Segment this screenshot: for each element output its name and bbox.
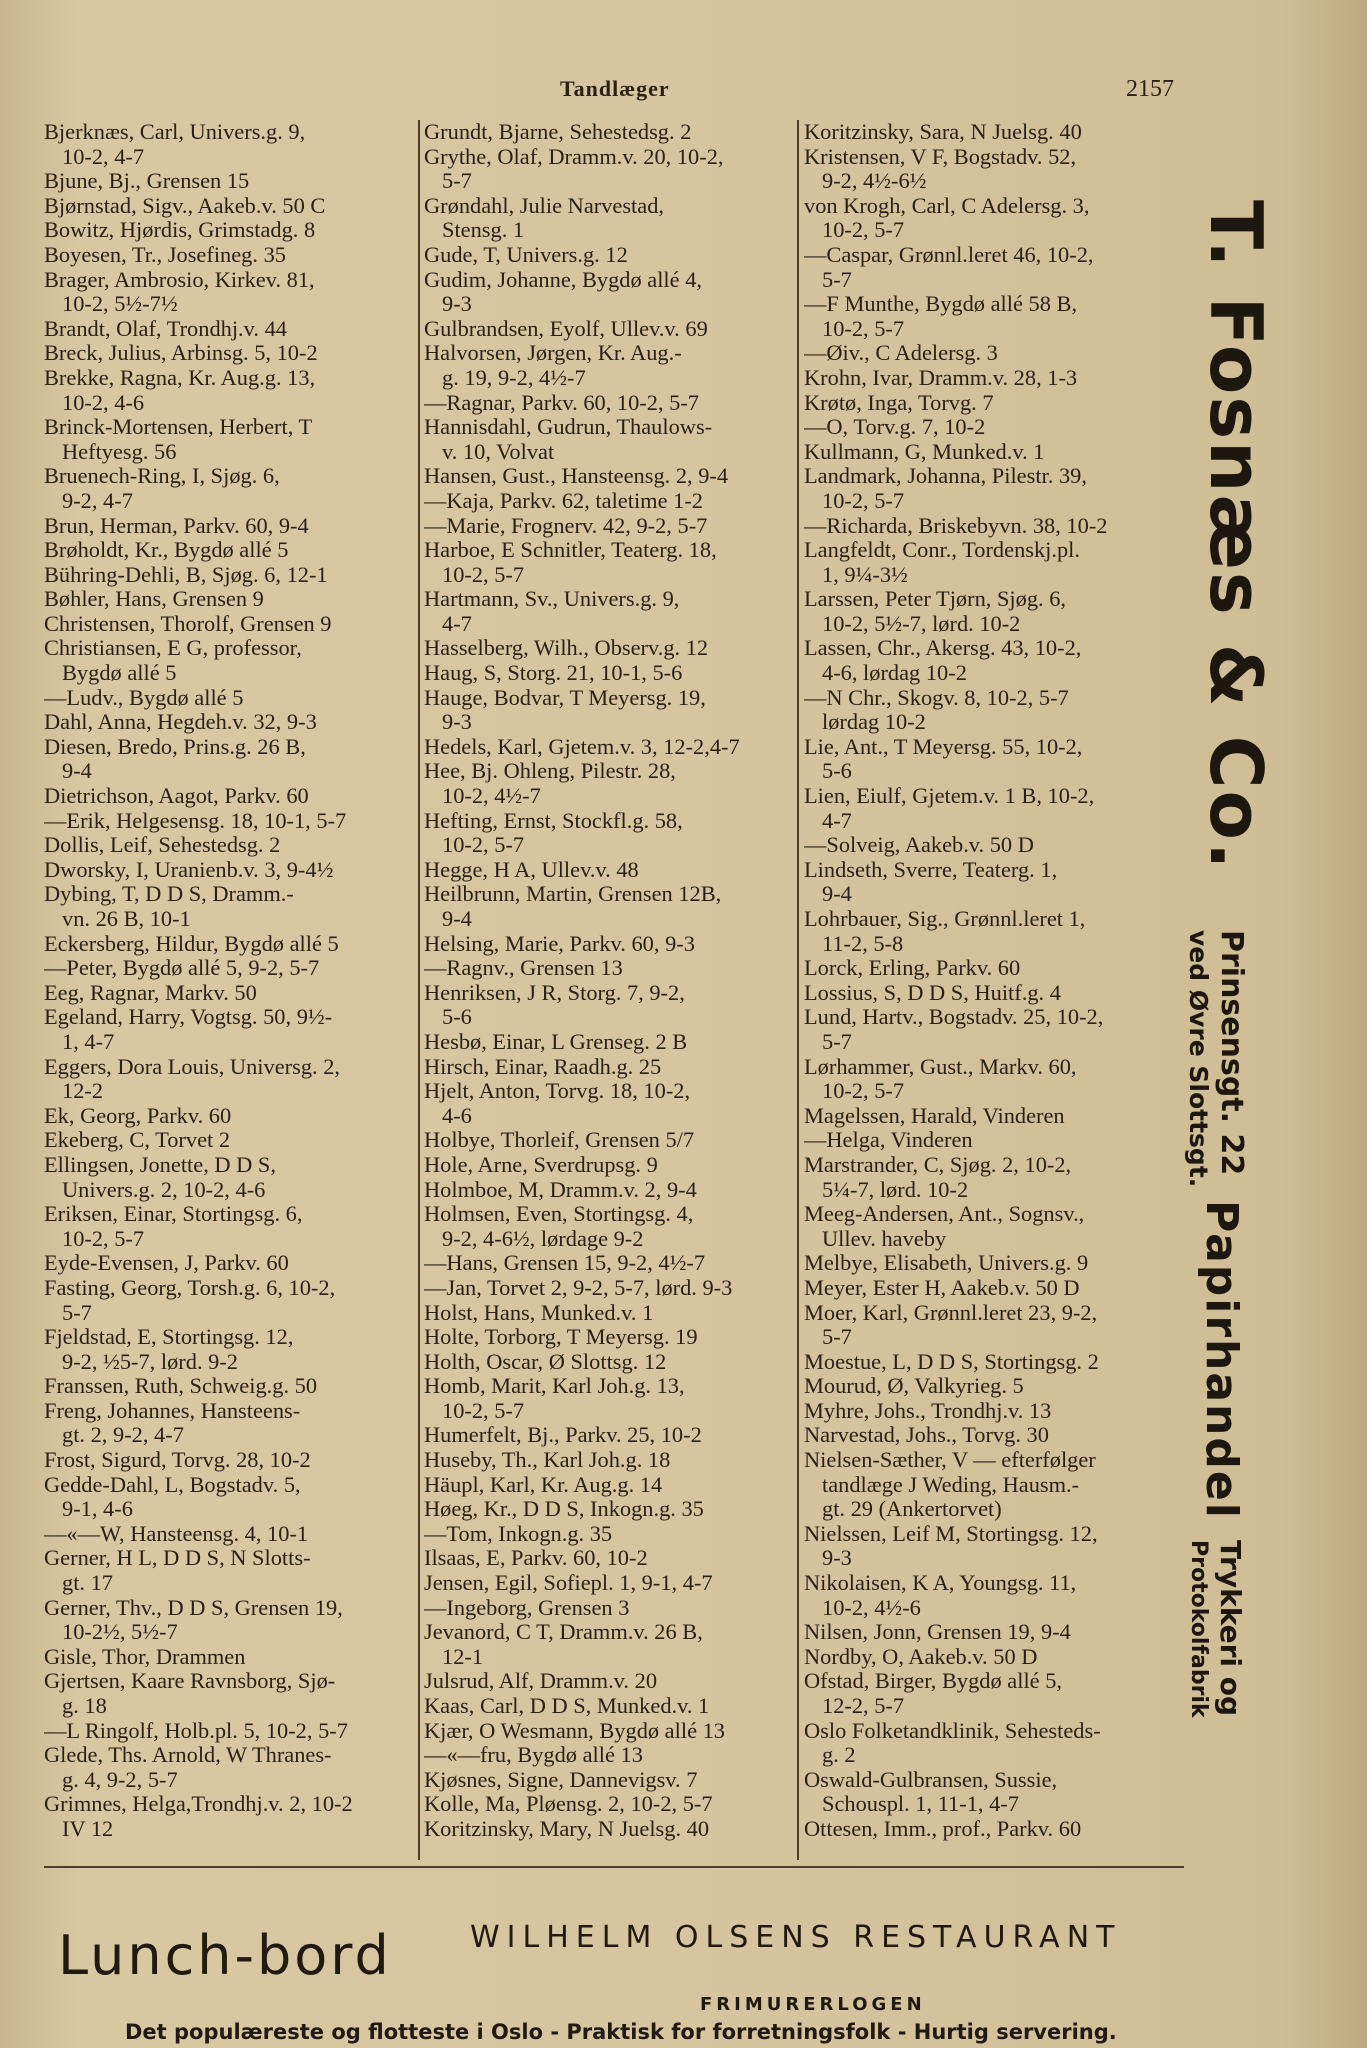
directory-entry: Koritzinsky, Sara, N Juelsg. 40 (804, 120, 1082, 144)
directory-entry: Gerner, Thv., D D S, Grensen 19, (44, 1595, 343, 1620)
directory-entry: —Marie, Frognerv. 42, 9-2, 5-7 (424, 513, 708, 538)
directory-entry: Helsing, Marie, Parkv. 60, 9-3 (424, 931, 695, 956)
entry-continuation: 5-6 (822, 759, 852, 784)
directory-entry: Mourud, Ø, Valkyrieg. 5 (804, 1374, 1024, 1399)
directory-entry: Franssen, Ruth, Schweig.g. 50 (44, 1374, 318, 1399)
side-ad-company: T. Fosnæs & Co. (1194, 200, 1278, 872)
directory-entry: Dybing, T, D D S, Dramm.- (44, 882, 294, 907)
entry-continuation: 10-2, 5-7 (442, 833, 525, 858)
directory-entry: Kjær, O Wesmann, Bygdø allé 13 (424, 1718, 725, 1743)
entry-continuation: Schouspl. 1, 11-1, 4-7 (822, 1792, 1019, 1817)
directory-entry: Ekeberg, C, Torvet 2 (44, 1128, 231, 1153)
directory-entry: —Ragnv., Grensen 13 (424, 956, 623, 981)
directory-entry: —O, Torv.g. 7, 10-2 (804, 415, 986, 440)
directory-entry: Hirsch, Einar, Raadh.g. 25 (424, 1054, 662, 1079)
entry-continuation: 9-2, 4-7 (62, 488, 133, 513)
directory-entry: Häupl, Karl, Kr. Aug.g. 14 (424, 1472, 663, 1497)
directory-entry: Dworsky, I, Uranienb.v. 3, 9-4½ (44, 857, 334, 882)
bottom-divider (44, 1866, 1184, 1868)
directory-entry: Dahl, Anna, Hegdeh.v. 32, 9-3 (44, 710, 317, 735)
entry-continuation: 4-6, lørdag 10-2 (822, 661, 967, 686)
directory-entry: Hegge, H A, Ullev.v. 48 (424, 857, 639, 882)
directory-entry: Lohrbauer, Sig., Grønnl.leret 1, (804, 907, 1086, 931)
directory-entry: Eriksen, Einar, Stortingsg. 6, (44, 1202, 303, 1227)
directory-entry: Narvestad, Johs., Torvg. 30 (804, 1423, 1049, 1448)
entry-continuation: 9-4 (822, 882, 852, 907)
directory-entry: Freng, Johannes, Hansteens- (44, 1398, 301, 1423)
entry-continuation: 12-2, 5-7 (822, 1694, 905, 1718)
directory-entry: —Ludv., Bygdø allé 5 (44, 685, 244, 710)
directory-entry: Høeg, Kr., D D S, Inkogn.g. 35 (424, 1497, 704, 1522)
entry-continuation: 5-6 (442, 1005, 472, 1030)
directory-entry: —F Munthe, Bygdø allé 58 B, (804, 292, 1078, 317)
directory-entry: Krøtø, Inga, Torvg. 7 (804, 390, 994, 415)
directory-entry: Halvorsen, Jørgen, Kr. Aug.- (424, 341, 682, 366)
directory-entry: Krohn, Ivar, Dramm.v. 28, 1-3 (804, 365, 1078, 390)
directory-entry: Lassen, Chr., Akersg. 43, 10-2, (804, 636, 1082, 661)
directory-entry: Gisle, Thor, Drammen (44, 1644, 246, 1669)
directory-entry: Bøhler, Hans, Grensen 9 (44, 587, 264, 612)
directory-entry: Henriksen, J R, Storg. 7, 9-2, (424, 980, 685, 1005)
directory-entry: Meyer, Ester H, Aakeb.v. 50 D (804, 1275, 1080, 1300)
directory-entry: Nordby, O, Aakeb.v. 50 D (804, 1644, 1038, 1669)
directory-entry: Langfeldt, Conr., Tordenskj.pl. (804, 538, 1081, 563)
directory-entry: Hartmann, Sv., Univers.g. 9, (424, 587, 680, 612)
entry-continuation: 1, 4-7 (62, 1029, 115, 1054)
entry-continuation: 5¼-7, lørd. 10-2 (822, 1177, 969, 1202)
entry-continuation: 11-2, 5-8 (822, 931, 904, 956)
entry-continuation: vn. 26 B, 10-1 (62, 907, 191, 931)
directory-entry: Hee, Bj. Ohleng, Pilestr. 28, (424, 759, 676, 784)
entry-continuation: Stensg. 1 (442, 218, 525, 243)
directory-entry: Eyde-Evensen, J, Parkv. 60 (44, 1251, 289, 1276)
entry-continuation: 5-7 (62, 1300, 92, 1325)
directory-entry: Dietrichson, Aagot, Parkv. 60 (44, 784, 309, 809)
directory-entry: Myhre, Johs., Trondhj.v. 13 (804, 1398, 1052, 1423)
side-ad-services-2: Protokolfabrik (1186, 1540, 1211, 1718)
directory-entry: —Ingeborg, Grensen 3 (424, 1595, 630, 1620)
directory-entry: —N Chr., Skogv. 8, 10-2, 5-7 (804, 685, 1069, 710)
directory-entry: Holmsen, Even, Stortingsg. 4, (424, 1202, 694, 1227)
column-divider (797, 120, 799, 1860)
directory-entry: Lien, Eiulf, Gjetem.v. 1 B, 10-2, (804, 784, 1095, 809)
side-ad-address-note: ved Øvre Slottsgt. (1184, 930, 1213, 1188)
directory-entry: Nielssen, Leif M, Stortingsg. 12, (804, 1521, 1098, 1546)
directory-entry: Holmboe, M, Dramm.v. 2, 9-4 (424, 1177, 697, 1202)
directory-entry: Bühring-Dehli, B, Sjøg. 6, 12-1 (44, 562, 328, 587)
directory-entry: Holth, Oscar, Ø Slottsg. 12 (424, 1349, 667, 1374)
directory-entry: Heilbrunn, Martin, Grensen 12B, (424, 882, 722, 907)
directory-entry: Melbye, Elisabeth, Univers.g. 9 (804, 1251, 1089, 1276)
directory-entry: Eeg, Ragnar, Markv. 50 (44, 980, 257, 1005)
entry-continuation: 5-7 (822, 1029, 852, 1054)
directory-entry: Hannisdahl, Gudrun, Thaulows- (424, 415, 713, 440)
directory-entry: Glede, Ths. Arnold, W Thranes- (44, 1743, 332, 1768)
directory-entry: Oslo Folketandklinik, Sehesteds- (804, 1718, 1101, 1743)
directory-entry: Christiansen, E G, professor, (44, 636, 302, 661)
directory-entry: —Øiv., C Adelersg. 3 (804, 341, 998, 366)
directory-entry: Bjørnstad, Sigv., Aakeb.v. 50 C (44, 193, 326, 218)
directory-entry: Brager, Ambrosio, Kirkev. 81, (44, 267, 315, 292)
directory-entry: Julsrud, Alf, Dramm.v. 20 (424, 1669, 658, 1694)
directory-entry: Moestue, L, D D S, Stortingsg. 2 (804, 1349, 1099, 1374)
directory-entry: Ilsaas, E, Parkv. 60, 10-2 (424, 1546, 648, 1571)
entry-continuation: 9-3 (442, 710, 472, 735)
entry-continuation: v. 10, Volvat (442, 439, 555, 464)
entry-continuation: gt. 2, 9-2, 4-7 (62, 1423, 184, 1448)
directory-entry: Lund, Hartv., Bogstadv. 25, 10-2, (804, 1005, 1104, 1030)
entry-continuation: g. 19, 9-2, 4½-7 (442, 365, 586, 390)
entry-continuation: IV 12 (62, 1816, 114, 1841)
entry-continuation: 10-2, 5-7 (442, 562, 525, 587)
directory-entry: —Erik, Helgesensg. 18, 10-1, 5-7 (44, 808, 347, 833)
entry-continuation: tandlæge J Weding, Hausm.- (822, 1472, 1080, 1497)
directory-entry: Holst, Hans, Munked.v. 1 (424, 1300, 654, 1325)
side-ad-address: Prinsensgt. 22 (1214, 930, 1249, 1176)
directory-entry: Hesbø, Einar, L Grenseg. 2 B (424, 1029, 688, 1054)
directory-entry: —L Ringolf, Holb.pl. 5, 10-2, 5-7 (44, 1718, 348, 1743)
directory-entry: Kolle, Ma, Pløensg. 2, 10-2, 5-7 (424, 1792, 713, 1817)
entry-continuation: g. 2 (822, 1743, 856, 1768)
directory-entry: Grundt, Bjarne, Sehestedsg. 2 (424, 120, 692, 144)
directory-column-1 (44, 120, 416, 1842)
entry-continuation: 12-2 (62, 1079, 104, 1104)
entry-continuation: 1, 9¼-3½ (822, 562, 908, 587)
entry-continuation: gt. 29 (Ankertorvet) (822, 1497, 1002, 1522)
directory-entry: Oswald-Gulbransen, Sussie, (804, 1767, 1058, 1792)
entry-continuation: 9-3 (442, 292, 472, 317)
directory-entry: Lossius, S, D D S, Huitf.g. 4 (804, 980, 1061, 1005)
entry-continuation: Ullev. haveby (822, 1226, 947, 1251)
directory-entry: Lie, Ant., T Meyersg. 55, 10-2, (804, 734, 1083, 759)
directory-entry: Ek, Georg, Parkv. 60 (44, 1103, 232, 1128)
entry-continuation: 9-2, 4½-6½ (822, 169, 927, 194)
directory-entry: Hjelt, Anton, Torvg. 18, 10-2, (424, 1079, 691, 1104)
directory-entry: Gudim, Johanne, Bygdø allé 4, (424, 267, 702, 292)
directory-entry: Koritzinsky, Mary, N Juelsg. 40 (424, 1816, 710, 1841)
entry-continuation: Bygdø allé 5 (62, 661, 177, 686)
entry-continuation: 10-2, 5½-7½ (62, 292, 178, 317)
directory-entry: Larssen, Peter Tjørn, Sjøg. 6, (804, 587, 1067, 612)
entry-continuation: 4-7 (822, 808, 852, 833)
entry-continuation: 10-2, 5-7 (822, 488, 905, 513)
directory-entry: Bowitz, Hjørdis, Grimstadg. 8 (44, 218, 316, 243)
directory-entry: Gjertsen, Kaare Ravnsborg, Sjø- (44, 1669, 336, 1694)
directory-entry: Hedels, Karl, Gjetem.v. 3, 12-2,4-7 (424, 734, 740, 759)
entry-continuation: 10-2, 4½-6 (822, 1595, 921, 1620)
directory-entry: Gedde-Dahl, L, Bogstadv. 5, (44, 1472, 301, 1497)
directory-entry: Diesen, Bredo, Prins.g. 26 B, (44, 734, 306, 759)
entry-continuation: 9-2, 4-6½, lørdage 9-2 (442, 1226, 644, 1251)
directory-entry: Lorck, Erling, Parkv. 60 (804, 956, 1021, 981)
entry-continuation: 10-2, 5-7 (62, 1226, 145, 1251)
directory-entry: Dollis, Leif, Sehestedsg. 2 (44, 833, 281, 858)
directory-entry: Eggers, Dora Louis, Universg. 2, (44, 1054, 340, 1079)
directory-entry: Brun, Herman, Parkv. 60, 9-4 (44, 513, 309, 538)
directory-entry: Egeland, Harry, Vogtsg. 50, 9½- (44, 1005, 333, 1030)
directory-entry: —«—W, Hansteensg. 4, 10-1 (44, 1521, 309, 1546)
directory-entry: Nilsen, Jonn, Grensen 19, 9-4 (804, 1620, 1071, 1645)
directory-entry: Lindseth, Sverre, Teaterg. 1, (804, 857, 1058, 882)
directory-entry: Bjune, Bj., Grensen 15 (44, 169, 250, 194)
directory-entry: Hefting, Ernst, Stockfl.g. 58, (424, 808, 683, 833)
directory-entry: Brekke, Ragna, Kr. Aug.g. 13, (44, 365, 316, 390)
directory-entry: Brøholdt, Kr., Bygdø allé 5 (44, 538, 289, 563)
directory-entry: Fasting, Georg, Torsh.g. 6, 10-2, (44, 1275, 336, 1300)
entry-continuation: 10-2, 5-7 (822, 1079, 905, 1104)
entry-continuation: 4-7 (442, 611, 472, 636)
directory-entry: —«—fru, Bygdø allé 13 (424, 1743, 643, 1768)
directory-entry: —Jan, Torvet 2, 9-2, 5-7, lørd. 9-3 (424, 1275, 733, 1300)
entry-continuation: 9-4 (442, 907, 472, 931)
column-divider (418, 120, 420, 1860)
page-title: Tandlæger (560, 76, 670, 101)
entry-continuation: 9-3 (822, 1546, 852, 1571)
entry-continuation: 10-2, 5-7 (822, 316, 905, 341)
entry-continuation: 10-2, 5-7 (822, 218, 905, 243)
bottom-ad-restaurant: WILHELM OLSENS RESTAURANT (470, 1920, 1122, 1955)
directory-entry: Holte, Torborg, T Meyersg. 19 (424, 1325, 698, 1350)
entry-continuation: 9-4 (62, 759, 92, 784)
directory-entry: Ottesen, Imm., prof., Parkv. 60 (804, 1816, 1082, 1841)
entry-continuation: lørdag 10-2 (822, 710, 926, 735)
directory-entry: Huseby, Th., Karl Joh.g. 18 (424, 1448, 671, 1473)
directory-entry: Lørhammer, Gust., Markv. 60, (804, 1054, 1077, 1079)
entry-continuation: g. 4, 9-2, 5-7 (62, 1767, 178, 1792)
entry-continuation: 10-2, 5-7 (442, 1398, 525, 1423)
entry-continuation: 5-7 (442, 169, 472, 194)
directory-entry: —Peter, Bygdø allé 5, 9-2, 5-7 (44, 956, 320, 981)
directory-entry: Boyesen, Tr., Josefineg. 35 (44, 242, 286, 267)
directory-entry: Grimnes, Helga,Trondhj.v. 2, 10-2 (44, 1792, 353, 1817)
directory-entry: Moer, Karl, Grønnl.leret 23, 9-2, (804, 1300, 1098, 1325)
directory-entry: Eckersberg, Hildur, Bygdø allé 5 (44, 931, 339, 956)
bottom-ad-venue: FRIMURERLOGEN (700, 1994, 926, 2015)
directory-entry: Meeg-Andersen, Ant., Sognsv., (804, 1202, 1085, 1227)
entry-continuation: 12-1 (442, 1644, 484, 1669)
directory-entry: Nikolaisen, K A, Youngsg. 11, (804, 1571, 1077, 1596)
directory-entry: Nielsen-Sæther, V — efterfølger (804, 1448, 1096, 1473)
directory-entry: Jevanord, C T, Dramm.v. 26 B, (424, 1620, 703, 1645)
directory-entry: Gerner, H L, D D S, N Slotts- (44, 1546, 311, 1571)
directory-entry: Grythe, Olaf, Dramm.v. 20, 10-2, (424, 144, 724, 169)
directory-entry: —Solveig, Aakeb.v. 50 D (804, 833, 1034, 858)
directory-entry: Kullmann, G, Munked.v. 1 (804, 439, 1045, 464)
directory-entry: Holbye, Thorleif, Grensen 5/7 (424, 1128, 695, 1153)
directory-entry: Grøndahl, Julie Narvestad, (424, 193, 665, 218)
directory-entry: Hauge, Bodvar, T Meyersg. 19, (424, 685, 706, 710)
directory-entry: Frost, Sigurd, Torvg. 28, 10-2 (44, 1448, 311, 1473)
entry-continuation: Univers.g. 2, 10-2, 4-6 (62, 1177, 266, 1202)
entry-continuation: 5-7 (822, 1325, 852, 1350)
directory-entry: —Richarda, Briskebyvn. 38, 10-2 (804, 513, 1108, 538)
directory-entry: Kjøsnes, Signe, Dannevigsv. 7 (424, 1767, 698, 1792)
directory-entry: Kristensen, V F, Bogstadv. 52, (804, 144, 1077, 169)
bottom-ad-slogan: Det populæreste og flotteste i Oslo - Praktisk for forretningsfolk - Hurtig servering. (125, 2020, 1117, 2044)
directory-entry: Homb, Marit, Karl Joh.g. 13, (424, 1374, 685, 1399)
directory-entry: Brinck-Mortensen, Herbert, T (44, 415, 313, 440)
directory-entry: Breck, Julius, Arbinsg. 5, 10-2 (44, 341, 318, 366)
directory-entry: —Kaja, Parkv. 62, taletime 1-2 (424, 488, 703, 513)
directory-entry: Bruenech-Ring, I, Sjøg. 6, (44, 464, 280, 489)
entry-continuation: 9-1, 4-6 (62, 1497, 133, 1522)
directory-entry: Haug, S, Storg. 21, 10-1, 5-6 (424, 661, 683, 686)
directory-entry: —Caspar, Grønnl.leret 46, 10-2, (804, 242, 1094, 267)
directory-entry: Bjerknæs, Carl, Univers.g. 9, (44, 120, 306, 144)
entry-continuation: 10-2, 5½-7, lørd. 10-2 (822, 611, 1021, 636)
entry-continuation: 10-2½, 5½-7 (62, 1620, 178, 1645)
directory-entry: Christensen, Thorolf, Grensen 9 (44, 611, 332, 636)
directory-entry: Ofstad, Birger, Bygdø allé 5, (804, 1669, 1063, 1694)
directory-entry: —Ragnar, Parkv. 60, 10-2, 5-7 (424, 390, 699, 415)
directory-entry: Humerfelt, Bj., Parkv. 25, 10-2 (424, 1423, 702, 1448)
entry-continuation: 9-2, ½5-7, lørd. 9-2 (62, 1349, 238, 1374)
directory-entry: Gulbrandsen, Eyolf, Ullev.v. 69 (424, 316, 708, 341)
directory-entry: von Krogh, Carl, C Adelersg. 3, (804, 193, 1090, 218)
directory-entry: Marstrander, C, Sjøg. 2, 10-2, (804, 1152, 1072, 1177)
entry-continuation: 4-6 (442, 1103, 472, 1128)
entry-continuation: Heftyesg. 56 (62, 439, 177, 464)
side-ad-business: Papirhandel (1196, 1200, 1247, 1520)
entry-continuation: 10-2, 4-6 (62, 390, 145, 415)
directory-entry: Harboe, E Schnitler, Teaterg. 18, (424, 538, 717, 563)
directory-entry: Gude, T, Univers.g. 12 (424, 242, 628, 267)
side-ad-services: Trykkeri og (1214, 1540, 1247, 1716)
directory-column-2 (424, 120, 796, 1842)
entry-continuation: gt. 17 (62, 1571, 114, 1596)
entry-continuation: g. 18 (62, 1694, 107, 1718)
directory-entry: Hansen, Gust., Hansteensg. 2, 9-4 (424, 464, 729, 489)
directory-entry: Brandt, Olaf, Trondhj.v. 44 (44, 316, 287, 341)
bottom-ad-lunch: Lunch-bord (58, 1924, 392, 1987)
directory-entry: Magelssen, Harald, Vinderen (804, 1103, 1065, 1128)
page-number: 2157 (1126, 76, 1174, 102)
entry-continuation: 10-2, 4½-7 (442, 784, 541, 809)
directory-entry: Ellingsen, Jonette, D D S, (44, 1152, 276, 1177)
directory-entry: —Tom, Inkogn.g. 35 (424, 1521, 613, 1546)
directory-entry: —Helga, Vinderen (804, 1128, 973, 1153)
directory-entry: Landmark, Johanna, Pilestr. 39, (804, 464, 1087, 489)
directory-entry: Kaas, Carl, D D S, Munked.v. 1 (424, 1694, 710, 1718)
entry-continuation: 10-2, 4-7 (62, 144, 145, 169)
entry-continuation: 5-7 (822, 267, 852, 292)
directory-entry: Hasselberg, Wilh., Observ.g. 12 (424, 636, 709, 661)
directory-entry: Jensen, Egil, Sofiepl. 1, 9-1, 4-7 (424, 1571, 713, 1596)
directory-column-3 (804, 120, 1176, 1842)
directory-entry: Hole, Arne, Sverdrupsg. 9 (424, 1152, 658, 1177)
directory-entry: Fjeldstad, E, Stortingsg. 12, (44, 1325, 294, 1350)
directory-entry: —Hans, Grensen 15, 9-2, 4½-7 (424, 1251, 706, 1276)
